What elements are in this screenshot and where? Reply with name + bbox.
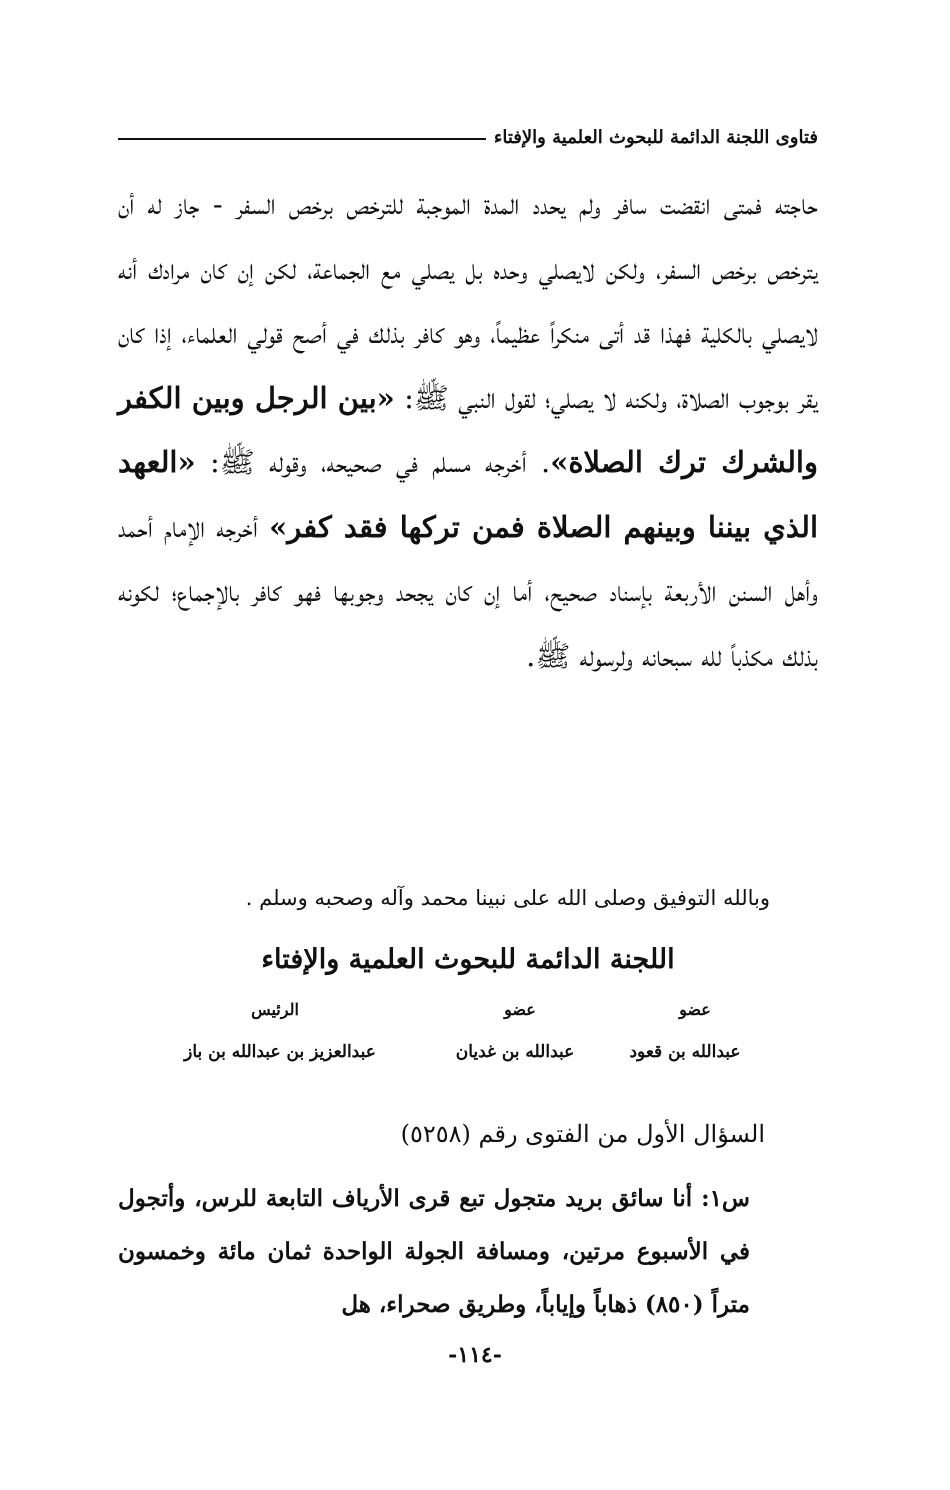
answer-segment: حاجته فمتى انقضت سافر ولم يحدد المدة الموجبة للترخص برخص السفر - جاز له أن يترخص برخص السفر، ولكن لايصلي وحده بل يصلي مع الجماعة، لكن إن كان مرادك أنه لايصلي بالكلية فهذا قد أتى منكراً عظيماً، وهو كافر بذلك في أصح قولي العلماء، إذا كان يقر بوجوب الصلاة، ولكنه لا يصلي؛ لقول النبي ﷺ:	[118, 187, 818, 415]
answer-segment: . أخرجه مسلم في صحيحه، وقوله ﷺ:	[195, 445, 551, 479]
signature-title: عضو	[679, 1000, 711, 1019]
signature-title: عضو	[504, 1000, 536, 1019]
signature-titles	[150, 1000, 750, 1019]
running-header	[118, 108, 818, 148]
answer-paragraph	[118, 172, 818, 688]
question-text: س١: أنا سائق بريد متجول تبع قرى الأرياف التابعة للرس، وأتجول في الأسبوع مرتين، ومسافة الجولة الواحدة ثمان مائة وخمسون متراً (٨٥٠) ذهاباً وإياباً، وطريق صحراء، هل	[118, 1185, 750, 1318]
answer-text	[118, 172, 818, 688]
signature-names	[150, 1042, 750, 1062]
signature-name: عبدالله بن غديان	[455, 1042, 575, 1062]
hadith-quote: «العهد الذي بيننا وبينهم الصلاة فمن تركها فقد كفر»	[118, 445, 818, 544]
header-rule	[118, 138, 486, 140]
signature-title: الرئيس	[251, 1000, 299, 1019]
header-title: فتاوى اللجنة الدائمة للبحوث العلمية والإفتاء	[493, 127, 818, 148]
closing-line: وبالله التوفيق وصلى الله على نبينا محمد وآله وصحبه وسلم .	[245, 886, 770, 910]
committee-name: اللجنة الدائمة للبحوث العلمية والإفتاء	[261, 944, 675, 975]
signature-name: عبدالله بن قعود	[629, 1042, 741, 1062]
fatwa-heading: السؤال الأول من الفتوى رقم (٥٢٥٨)	[400, 1120, 765, 1148]
page-number: -١١٤-	[448, 1342, 502, 1368]
signature-name: عبدالعزيز بن عبدالله بن باز	[184, 1042, 376, 1062]
answer-segment: أخرجه الإمام أحمد وأهل السنن الأربعة بإسناد صحيح، أما إن كان يجحد وجوبها فهو كافر بالإجماع؛ لكونه بذلك مكذباً لله سبحانه ولرسوله ﷺ.	[118, 509, 818, 673]
hadith-quote: «بين الرجل وبين الكفر والشرك ترك الصلاة»	[118, 380, 818, 479]
